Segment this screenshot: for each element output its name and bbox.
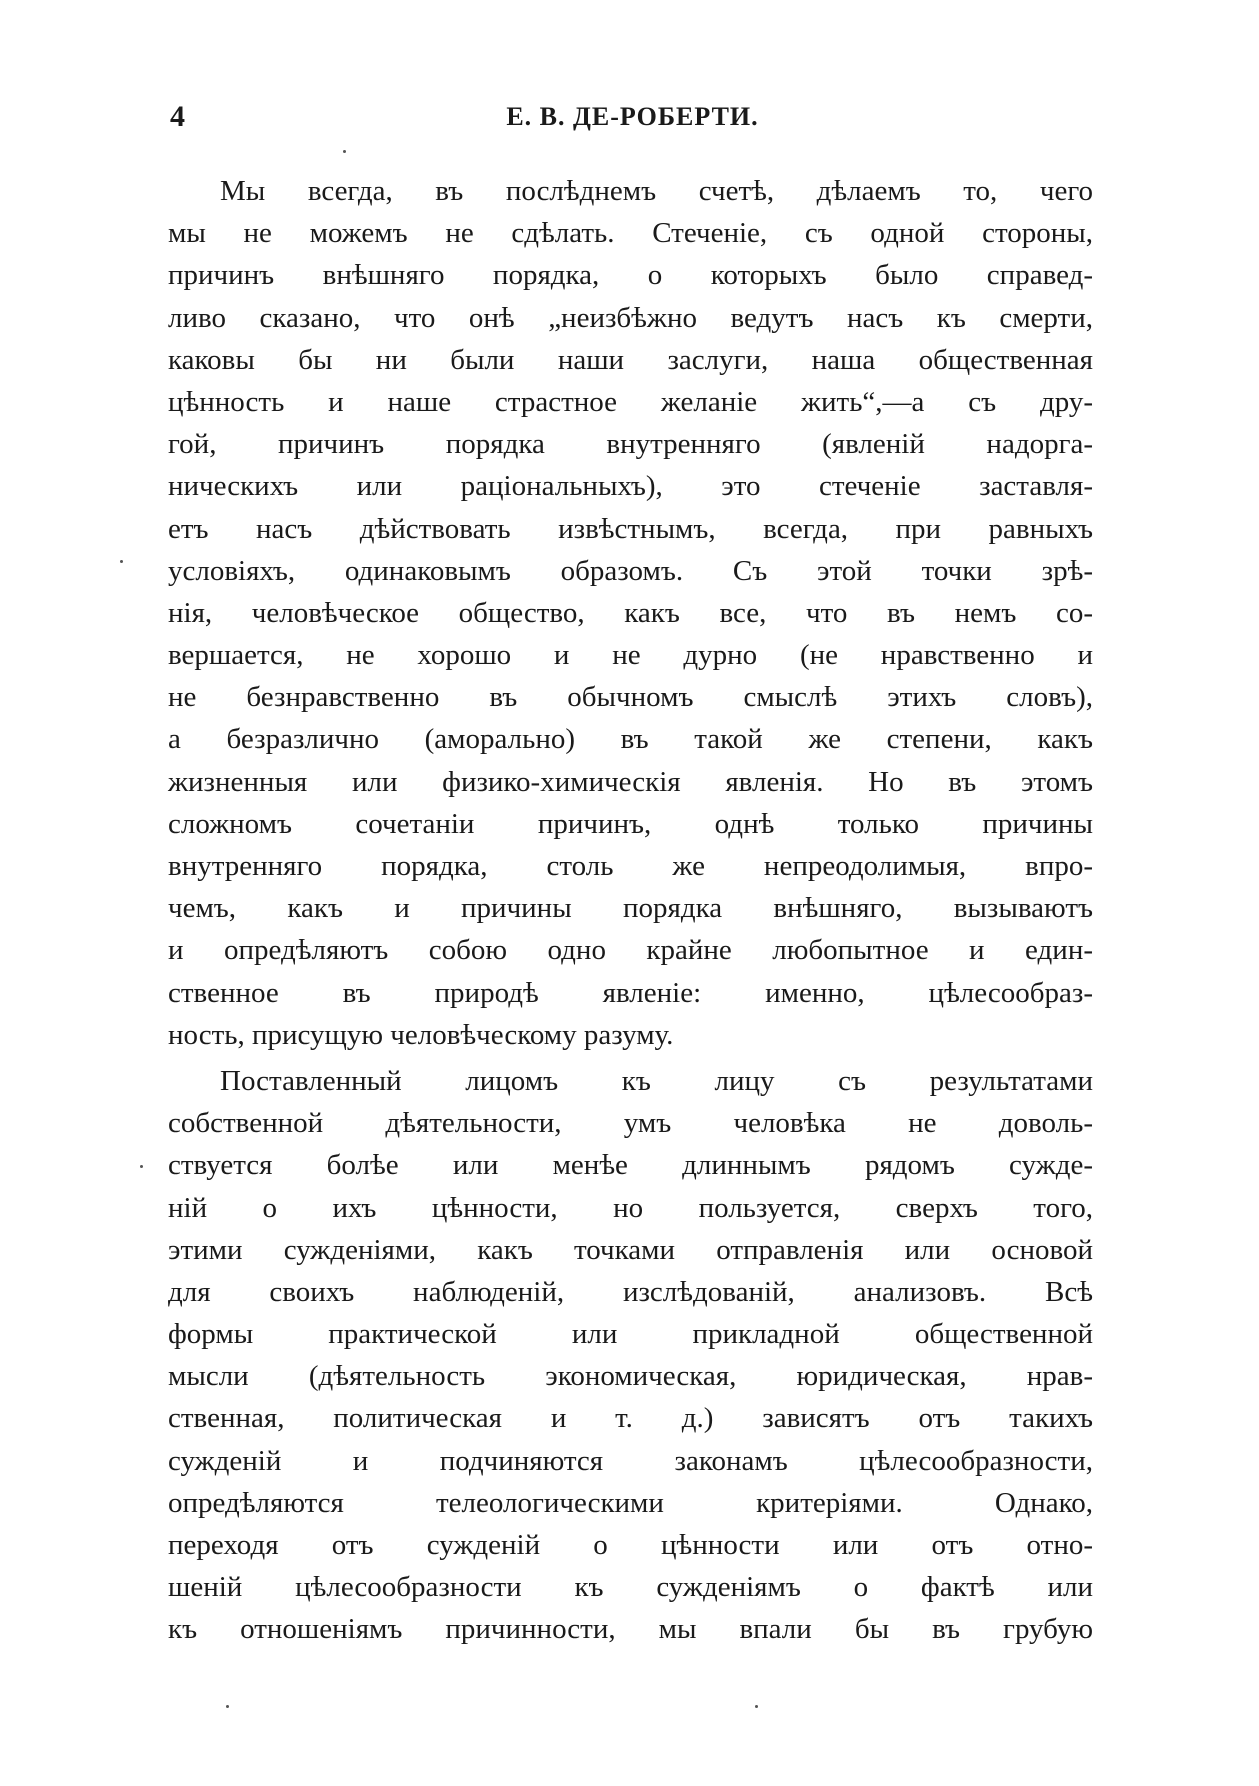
- text-line: етъ насъ дѣйствовать извѣстнымъ, всегда, при равныхъ: [168, 512, 1093, 545]
- body-text: [168, 170, 1093, 1651]
- print-speck: [226, 1705, 229, 1708]
- text-line: не безнравственно въ обычномъ смыслѣ этихъ словъ),: [168, 681, 1093, 714]
- print-speck: [343, 150, 346, 153]
- text-line: ность, присущую человѣческому разуму.: [168, 1018, 674, 1051]
- text-line: для своихъ наблюденій, изслѣдованій, анализовъ. Всѣ: [168, 1275, 1093, 1308]
- text-line: каковы бы ни были наши заслуги, наша общественная: [168, 343, 1093, 376]
- text-line: къ отношеніямъ причинности, мы впали бы въ грубую: [168, 1613, 1093, 1646]
- text-line: ствуется болѣе или менѣе длиннымъ рядомъ сужде-: [168, 1149, 1093, 1182]
- text-line: условіяхъ, одинаковымъ образомъ. Съ этой точки зрѣ-: [168, 554, 1093, 587]
- text-line: ливо сказано, что онѣ „неизбѣжно ведутъ насъ къ смерти,: [168, 301, 1093, 334]
- running-title: Е. В. ДЕ-РОБЕРТИ.: [506, 102, 759, 131]
- text-line: ственное въ природѣ явленіе: именно, цѣлесообраз-: [168, 976, 1093, 1009]
- text-line: чемъ, какъ и причины порядка внѣшняго, вызываютъ: [168, 892, 1093, 925]
- print-speck: [755, 1705, 758, 1708]
- text-line: цѣнность и наше страстное желаніе жить“,—а съ дру-: [168, 385, 1093, 418]
- text-line: ній о ихъ цѣнности, но пользуется, сверхъ того,: [168, 1191, 1093, 1224]
- text-line: мысли (дѣятельность экономическая, юридическая, нрав-: [168, 1360, 1093, 1393]
- text-line: внутренняго порядка, столь же непреодолимыя, впро-: [168, 850, 1093, 882]
- text-line: этими сужденіями, какъ точками отправленія или основой: [168, 1233, 1093, 1266]
- text-line: шеній цѣлесообразности къ сужденіямъ о фактѣ или: [168, 1571, 1093, 1604]
- text-line: переходя отъ сужденій о цѣнности или отъ отно-: [168, 1529, 1093, 1561]
- running-head: [170, 100, 1095, 140]
- text-line: жизненныя или физико-химическія явленія. Но въ этомъ: [168, 765, 1093, 798]
- page-number: 4: [170, 100, 185, 133]
- text-line: ственная, политическая и т. д.) зависятъ отъ такихъ: [168, 1402, 1093, 1435]
- text-line: собственной дѣятельности, умъ человѣка не доволь-: [168, 1107, 1093, 1140]
- text-line: мы не можемъ не сдѣлать. Стеченіе, съ одной стороны,: [168, 217, 1093, 250]
- text-line: Мы всегда, въ послѣднемъ счетѣ, дѣлаемъ то, чего: [220, 175, 1093, 207]
- text-line: опредѣляются телеологическими критеріями. Однако,: [168, 1486, 1093, 1519]
- text-line: Поставленный лицомъ къ лицу съ результатами: [220, 1064, 1093, 1097]
- paragraph-2: [168, 1060, 1093, 1651]
- text-line: а безразлично (аморально) въ такой же степени, какъ: [168, 723, 1093, 756]
- text-line: формы практической или прикладной общественной: [168, 1318, 1093, 1351]
- text-line: и опредѣляютъ собою одно крайне любопытное и един-: [168, 934, 1093, 967]
- print-speck: [140, 1165, 143, 1168]
- text-line: причинъ внѣшняго порядка, о которыхъ было справед-: [168, 259, 1093, 292]
- text-line: сложномъ сочетаніи причинъ, однѣ только причины: [168, 807, 1093, 840]
- paragraph-1: [168, 170, 1093, 1056]
- text-line: гой, причинъ порядка внутренняго (явленій надорга-: [168, 428, 1093, 461]
- text-line: нія, человѣческое общество, какъ все, что въ немъ со-: [168, 596, 1093, 629]
- text-line: ническихъ или раціональныхъ), это стеченіе заставля-: [168, 470, 1093, 503]
- text-line: вершается, не хорошо и не дурно (не нравственно и: [168, 639, 1093, 672]
- print-speck: [120, 560, 123, 563]
- text-line: сужденій и подчиняются законамъ цѣлесообразности,: [168, 1444, 1093, 1477]
